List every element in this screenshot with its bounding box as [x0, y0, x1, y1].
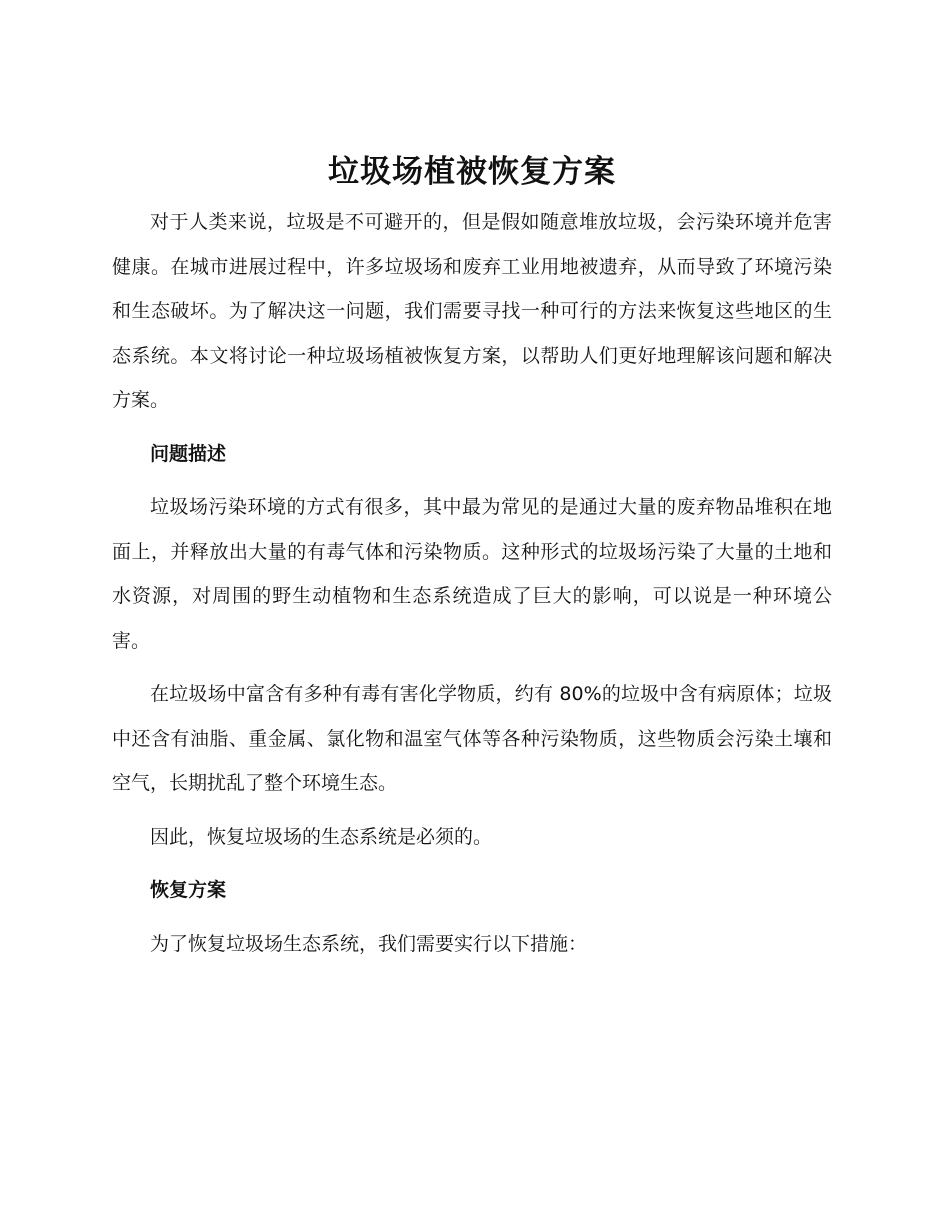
section-heading-problem: 问题描述: [150, 442, 227, 465]
document-title: 垃圾场植被恢复方案: [328, 154, 616, 190]
solution-paragraph-1: 为了恢复垃圾场生态系统，我们需要实行以下措施：: [150, 932, 588, 955]
intro-paragraph: 对于人类来说，垃圾是不可避开的，但是假如随意堆放垃圾，会污染环境并危害健康。在城市进展过程中，许多垃圾场和废弃工业用地被遗弃，从而导致了环境污染和生态破坏。为了解决这一问题，我们需要寻找一种可行的方法来恢复这些地区的生态系统。本文将讨论一种垃圾场植被恢复方案，以帮助人们更好地理解该问题和解决方案。: [112, 211, 832, 411]
section-heading-solution: 恢复方案: [150, 879, 227, 901]
problem-paragraph-2: 在垃圾场中富含有多种有毒有害化学物质，约有 80%的垃圾中含有病原体；垃圾中还含有油脂、重金属、氯化物和温室气体等各种污染物质，这些物质会污染土壤和空气，长期扰乱了整个环境生态。: [112, 683, 832, 794]
problem-paragraph-3: 因此，恢复垃圾场的生态系统是必须的。: [150, 825, 493, 848]
document-page: [112, 150, 832, 975]
problem-paragraph-1: 垃圾场污染环境的方式有很多，其中最为常见的是通过大量的废弃物品堆积在地面上，并释放出大量的有毒气体和污染物质。这种形式的垃圾场污染了大量的土地和水资源，对周围的野生动植物和生态系统造成了巨大的影响，可以说是一种环境公害。: [112, 496, 832, 652]
